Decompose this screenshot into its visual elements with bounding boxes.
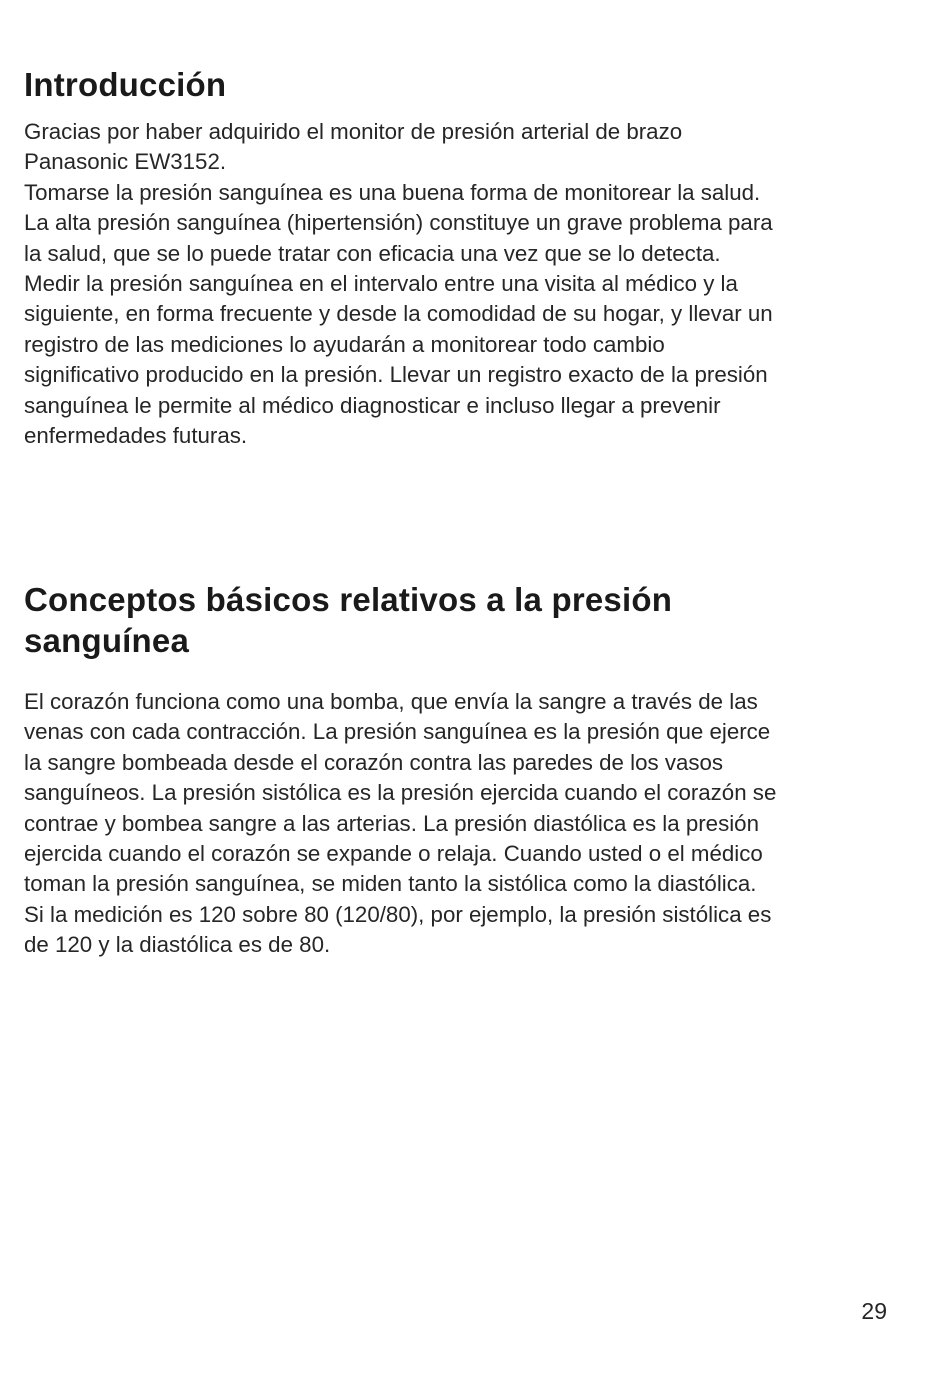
text-line: El corazón funciona como una bomba, que envía la sangre a través de las xyxy=(24,689,758,714)
text-line: Gracias por haber adquirido el monitor de presión arterial de brazo xyxy=(24,119,683,144)
text-line: toman la presión sanguínea, se miden tanto la sistólica como la diastólica. xyxy=(24,871,757,897)
section-title-conceptos-basicos xyxy=(24,579,884,661)
text-line: de 120 y la diastólica es de 80. xyxy=(24,932,331,958)
intro-paragraph xyxy=(24,117,904,451)
text-line: venas con cada contracción. La presión sanguínea es la presión que ejerce xyxy=(24,719,771,745)
text-line: Panasonic EW3152. xyxy=(24,149,227,175)
concepts-paragraph xyxy=(24,687,904,961)
title-line: Conceptos básicos relativos a la presión xyxy=(24,581,673,618)
text-line: contrae y bombea sangre a las arterias. La presión diastólica es la presión xyxy=(24,810,759,836)
text-line: significativo producido en la presión. Llevar un registro exacto de la presión xyxy=(24,362,768,388)
text-line: ejercida cuando el corazón se expande o relaja. Cuando usted o el médico xyxy=(24,841,763,867)
text-line: registro de las mediciones lo ayudarán a monitorear todo cambio xyxy=(24,331,665,357)
text-line: sanguínea le permite al médico diagnosticar e incluso llegar a prevenir xyxy=(24,392,721,418)
text-line: Tomarse la presión sanguínea es una buena forma de monitorear la salud. xyxy=(24,179,761,205)
text-line: Medir la presión sanguínea en el intervalo entre una visita al médico y la xyxy=(24,271,738,297)
page-number: 29 xyxy=(861,1298,887,1324)
text-line: sanguíneos. La presión sistólica es la presión ejercida cuando el corazón se xyxy=(24,780,777,806)
title-line: sanguínea xyxy=(24,622,190,659)
text-line: la sangre bombeada desde el corazón contra las paredes de los vasos xyxy=(24,749,724,775)
text-line: La alta presión sanguínea (hipertensión) constituye un grave problema para xyxy=(24,210,773,236)
section-title-introduccion: Introducción xyxy=(24,66,227,103)
text-line: siguiente, en forma frecuente y desde la comodidad de su hogar, y llevar un xyxy=(24,301,773,327)
text-line: la salud, que se lo puede tratar con eficacia una vez que se lo detecta. xyxy=(24,240,721,266)
text-line: Si la medición es 120 sobre 80 (120/80), por ejemplo, la presión sistólica es xyxy=(24,901,772,927)
text-line: enfermedades futuras. xyxy=(24,423,248,449)
